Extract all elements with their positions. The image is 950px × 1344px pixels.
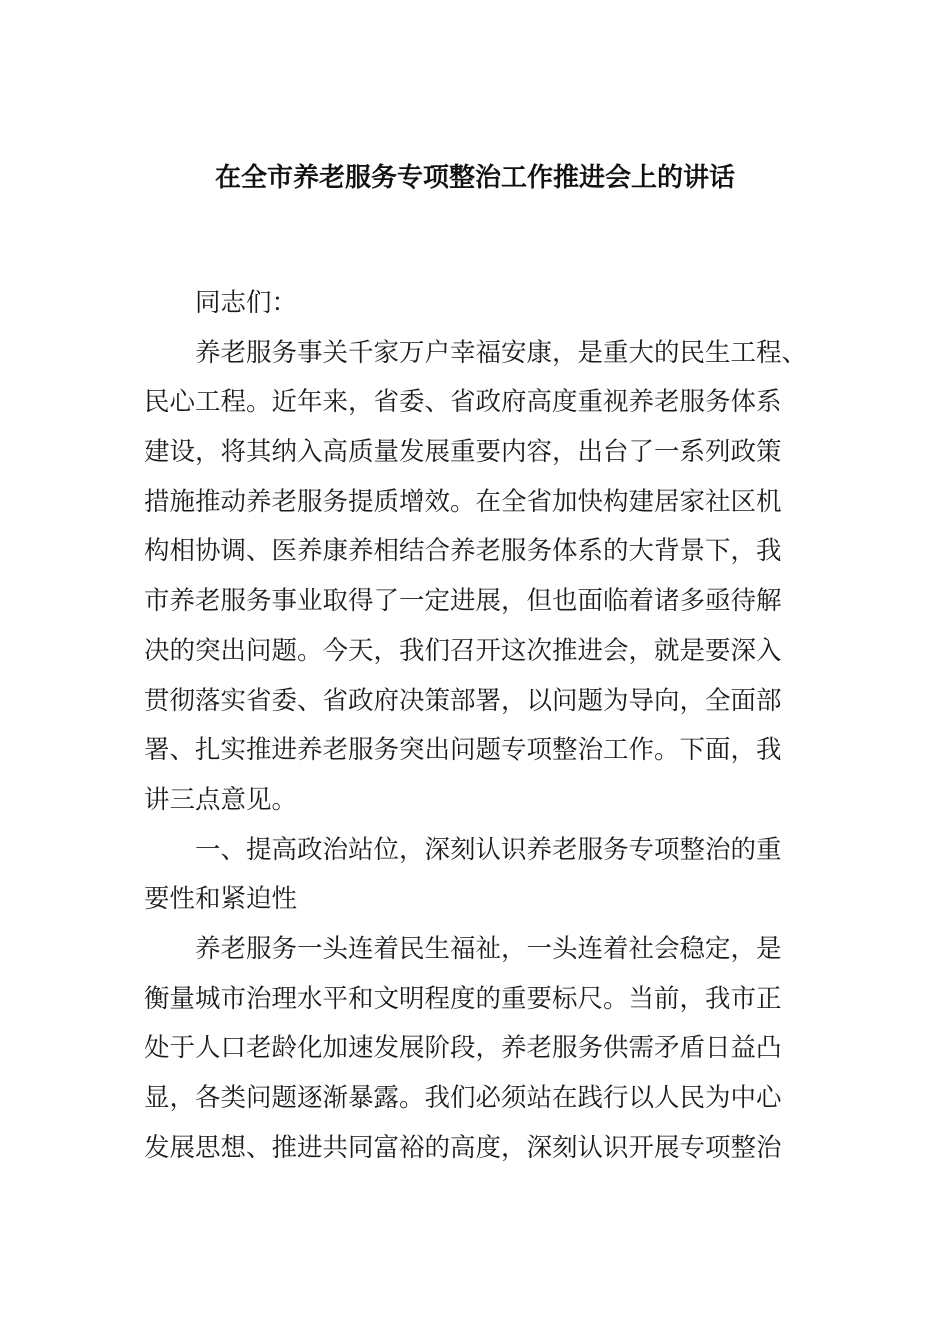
paragraph-line: 贯彻落实省委、省政府决策部署，以问题为导向，全面部 <box>144 685 782 716</box>
section-heading-line: 要性和紧迫性 <box>144 884 298 915</box>
paragraph-line: 民心工程。近年来，省委、省政府高度重视养老服务体系 <box>144 387 782 418</box>
paragraph-line: 署、扎实推进养老服务突出问题专项整治工作。下面，我 <box>144 735 782 766</box>
paragraph-line: 市养老服务事业取得了一定进展，但也面临着诸多亟待解 <box>144 586 782 617</box>
paragraph-line: 建设，将其纳入高质量发展重要内容，出台了一系列政策 <box>144 437 782 468</box>
salutation-line: 同志们： <box>195 288 298 318</box>
paragraph-line: 显，各类问题逐渐暴露。我们必须站在践行以人民为中心 <box>144 1083 782 1113</box>
document-body <box>144 279 808 1173</box>
paragraph-line: 养老服务一头连着民生福祉，一头连着社会稳定，是 <box>195 933 782 964</box>
paragraph-line: 构相协调、医养康养相结合养老服务体系的大背景下，我 <box>144 536 782 567</box>
section-heading-line: 一、提高政治站位，深刻认识养老服务专项整治的重 <box>195 834 782 865</box>
paragraph-line: 处于人口老龄化加速发展阶段，养老服务供需矛盾日益凸 <box>144 1033 782 1064</box>
document-title: 在全市养老服务专项整治工作推进会上的讲话 <box>214 163 735 193</box>
paragraph-line: 衡量城市治理水平和文明程度的重要标尺。当前，我市正 <box>144 983 782 1014</box>
paragraph-line: 措施推动养老服务提质增效。在全省加快构建居家社区机 <box>144 486 782 517</box>
paragraph-line: 养老服务事关千家万户幸福安康，是重大的民生工程、 <box>195 337 808 368</box>
paragraph-line: 讲三点意见。 <box>144 784 298 815</box>
paragraph-line: 决的突出问题。今天，我们召开这次推进会，就是要深入 <box>144 635 782 666</box>
paragraph-line: 发展思想、推进共同富裕的高度，深刻认识开展专项整治 <box>144 1132 782 1163</box>
